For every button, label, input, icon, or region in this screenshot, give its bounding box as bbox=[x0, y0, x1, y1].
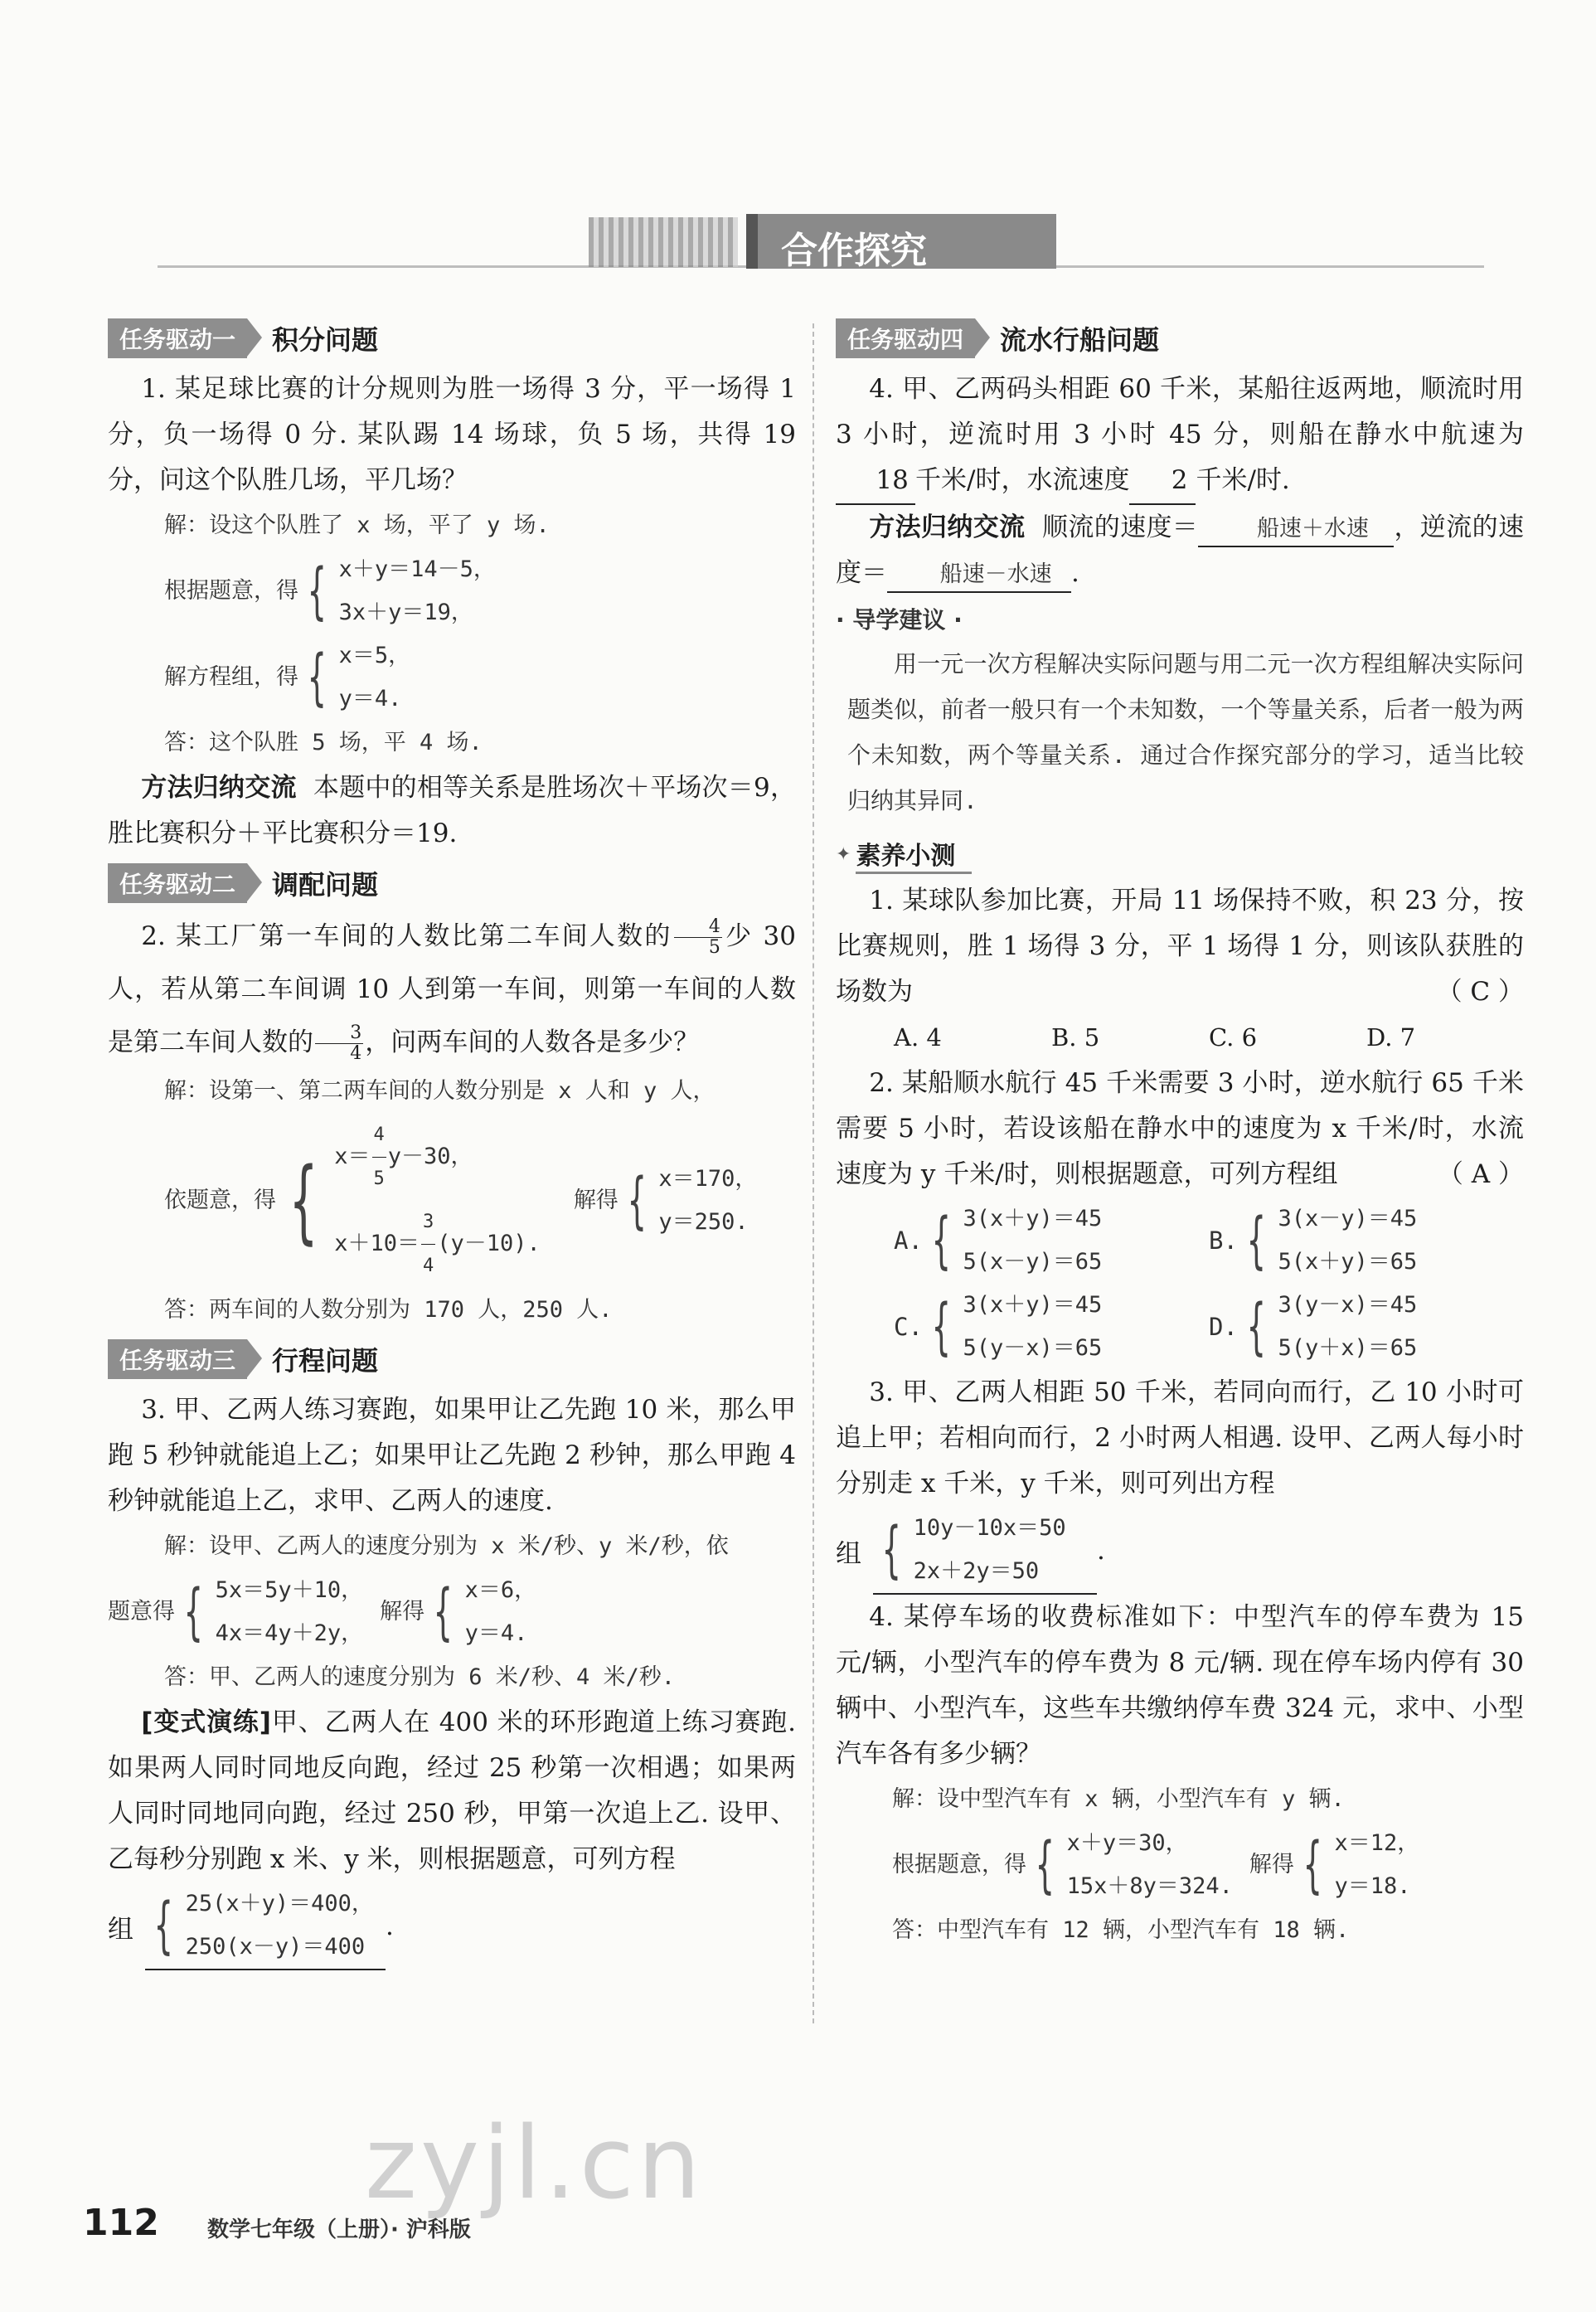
task3-res2: y＝4. bbox=[464, 1620, 528, 1646]
task3-variant-zu: 组 bbox=[108, 1914, 133, 1945]
quiz-q2 bbox=[836, 1061, 1524, 1197]
task3-variant-blank: { 25(x＋y)＝400， 250(x－y)＝400 bbox=[145, 1882, 386, 1970]
quiz-q4-result-system: { x＝12， y＝18. bbox=[1294, 1822, 1419, 1908]
quiz-q3-ans1: 10y－10x＝50 bbox=[913, 1515, 1066, 1541]
task2-sol-by: 依题意，得 bbox=[164, 1188, 276, 1213]
quiz-q2-option-b: B. { 3(x－y)＝45 5(x＋y)＝65 bbox=[1209, 1205, 1418, 1276]
quiz-label: 素养小测 bbox=[856, 835, 972, 874]
task4-after2: 千米/时. bbox=[1196, 465, 1290, 495]
task4-blank1: 18 bbox=[836, 458, 915, 505]
task2-problem-part2: 少 30 人，若从第二车间调 10 人到第一车间，则第一车间的人数是第二车间人数的 bbox=[108, 921, 796, 1057]
task3-equation-system: { 5x＝5y＋10， 4x＝4y＋2y， bbox=[175, 1569, 363, 1655]
task2-header bbox=[108, 860, 796, 906]
task4-method-c: . bbox=[1071, 558, 1079, 588]
quiz-q4-res2: y＝18. bbox=[1334, 1873, 1411, 1899]
book-title: 数学七年级（上册）· 沪科版 bbox=[207, 2217, 471, 2242]
quiz-q1 bbox=[836, 878, 1524, 1015]
task4-tag: 任务驱动四 bbox=[836, 318, 975, 358]
task2-sol-solve: 解得 bbox=[573, 1188, 619, 1213]
quiz-q1-option-c: C. 6 bbox=[1209, 1023, 1258, 1052]
task2-tag: 任务驱动二 bbox=[108, 863, 247, 903]
task2-result-system: { x＝170， y＝250. bbox=[619, 1158, 758, 1244]
quiz-q1-option-a: A. 4 bbox=[894, 1023, 942, 1052]
task3-header bbox=[108, 1336, 796, 1382]
quiz-q3-blank: { 10y－10x＝50 2x＋2y＝50 bbox=[873, 1507, 1097, 1595]
task2-fraction2-num: 3 bbox=[315, 1023, 363, 1044]
task3-variant-ans2: 250(x－y)＝400 bbox=[185, 1934, 366, 1960]
quiz-q2-option-a: A. { 3(x＋y)＝45 5(x－y)＝65 bbox=[894, 1205, 1103, 1276]
task3-res1: x＝6， bbox=[464, 1577, 537, 1603]
task1-res1: x＝5， bbox=[338, 643, 411, 668]
task1-problem: 1. 某足球比赛的计分规则为胜一场得 3 分，平一场得 1 分，负一场得 0 分. 某队踢 14 场球，负 5 场，共得 19 分，问这个队胜几场，平几场？ bbox=[108, 374, 796, 495]
quiz-q3-ans2: 2x＋2y＝50 bbox=[913, 1558, 1040, 1584]
quiz-q1-option-b: B. 5 bbox=[1051, 1023, 1100, 1052]
task1-tag: 任务驱动一 bbox=[108, 318, 247, 358]
task2-res1: x＝170， bbox=[658, 1166, 758, 1192]
task2-eq1: x＝ $\frac{4}{5}$ y－30， bbox=[334, 1114, 541, 1201]
guide-text: 用一元一次方程解决实际问题与用二元一次方程组解决实际问题类似，前者一般只有一个未知数，一个等量关系，后者一般为两个未知数，两个等量关系. 通过合作探究部分的学习，适当比较归纳其异同. bbox=[847, 650, 1524, 814]
quiz-q4-res1: x＝12， bbox=[1334, 1830, 1420, 1856]
task1-method-label: 方法归纳交流 bbox=[141, 773, 297, 803]
task3-variant-text: 甲、乙两人在 400 米的环形跑道上练习赛跑. 如果两人同时同地反向跑，经过 25 秒第一次相遇；如果两人同时同地同向跑，经过 250 秒，甲第一次追上乙. 设甲、乙每秒分别跑 x 米、y 米，则根据题意，可列方程 bbox=[108, 1707, 796, 1874]
task2-answer: 答：两车间的人数分别为 170 人，250 人. bbox=[164, 1297, 613, 1323]
task4-after1: 千米/时，水流速度 bbox=[915, 465, 1130, 495]
task4-blank3: 船速＋水速 bbox=[1198, 512, 1394, 547]
task1-method-text: 本题中的相等关系是胜场次＋平场次＝9，胜比赛积分＋平比赛积分＝19. bbox=[108, 773, 797, 848]
task2-res2: y＝250. bbox=[658, 1209, 749, 1235]
task4-method-label: 方法归纳交流 bbox=[869, 512, 1026, 542]
quiz-q2-answer: （ A ） bbox=[1437, 1159, 1524, 1189]
quiz-q4-answer: 答：中型汽车有 12 辆，小型汽车有 18 辆. bbox=[892, 1917, 1350, 1943]
quiz-q1-option-d: D. 7 bbox=[1366, 1023, 1416, 1052]
quiz-q2-option-c: C. { 3(x＋y)＝45 5(y－x)＝65 bbox=[894, 1291, 1103, 1362]
guide-label: · 导学建议 · bbox=[836, 606, 963, 634]
task1-eq2: 3x＋y＝19， bbox=[338, 600, 473, 625]
task3-variant bbox=[108, 1700, 796, 1882]
task1-result-system: { x＝5， y＝4. bbox=[298, 634, 410, 721]
task3-eq1: 5x＝5y＋10， bbox=[215, 1577, 364, 1603]
task3-result-system: { x＝6， y＝4. bbox=[424, 1569, 536, 1655]
quiz-q2-options bbox=[836, 1197, 1524, 1370]
task2-title: 调配问题 bbox=[272, 869, 379, 901]
task1-solution bbox=[108, 503, 796, 765]
quiz-q2-option-d: D. { 3(y－x)＝45 5(y＋x)＝65 bbox=[1209, 1291, 1418, 1362]
task1-sol-let: 解：设这个队胜了 x 场，平了 y 场. bbox=[164, 512, 550, 538]
quiz-q4-by: 根据题意，得 bbox=[892, 1852, 1026, 1877]
task3-answer: 答：甲、乙两人的速度分别为 6 米/秒、4 米/秒. bbox=[164, 1664, 676, 1690]
column-divider bbox=[813, 323, 814, 2023]
quiz-q4-eq1: x＋y＝30， bbox=[1066, 1830, 1188, 1856]
task3-title: 行程问题 bbox=[272, 1345, 379, 1377]
task4-problem-text: 4. 甲、乙两码头相距 60 千米，某船往返两地，顺流时用 3 小时，逆流时用 3 小时 45 分，则船在静水中航速为 bbox=[836, 374, 1524, 449]
quiz-header bbox=[836, 833, 1524, 875]
task2-eq2: x＋10＝ $\frac{3}{4}$ (y－10). bbox=[334, 1201, 541, 1288]
task3-problem: 3. 甲、乙两人练习赛跑，如果甲让乙先跑 10 米，那么甲跑 5 秒钟就能追上乙；如果甲让乙先跑 2 秒钟，那么甲跑 4 秒钟就能追上乙，求甲、乙两人的速度. bbox=[108, 1395, 796, 1516]
task1-title: 积分问题 bbox=[272, 324, 379, 356]
task4-method-b: ，逆流的速度＝ bbox=[836, 512, 1525, 588]
task2-fraction2-den: 4 bbox=[350, 1043, 362, 1064]
quiz-q4-solution bbox=[836, 1777, 1524, 1953]
task4-method-a: 顺流的速度＝ bbox=[1041, 512, 1199, 542]
task3-tag: 任务驱动三 bbox=[108, 1339, 247, 1379]
task2-problem-part3: ，问两车间的人数各是多少？ bbox=[365, 1027, 700, 1057]
quiz-q4: 4. 某停车场的收费标准如下：中型汽车的停车费为 15 元/辆，小型汽车的停车费为 8 元/辆. 现在停车场内停有 30 辆中、小型汽车，这些车共缴纳停车费 324 元，求中、小型汽车各有多少辆？ bbox=[836, 1602, 1524, 1769]
left-column bbox=[108, 315, 796, 1970]
task2-solution bbox=[108, 1069, 796, 1333]
task4-blank2: 2 bbox=[1129, 458, 1196, 505]
task3-eq2: 4x＝4y＋2y， bbox=[215, 1620, 364, 1646]
quiz-q3: 3. 甲、乙两人相距 50 千米，若同向而行，乙 10 小时可追上甲；若相向而行，2 小时两人相遇. 设甲、乙两人每小时分别走 x 千米，y 千米，则可列出方程 bbox=[836, 1377, 1524, 1498]
quiz-q1-answer: （ C ） bbox=[1436, 977, 1524, 1007]
quiz-q2-text: 2. 某船顺水航行 45 千米需要 3 小时，逆水航行 65 千米需要 5 小时，若设该船在静水中的速度为 x 千米/时，水流速度为 y 千米/时，则根据题意，可列方程组 bbox=[836, 1068, 1524, 1189]
watermark: zyjl.cn bbox=[365, 2106, 704, 2222]
page-number: 112 bbox=[83, 2202, 159, 2244]
quiz-q3-zu: 组 bbox=[836, 1538, 861, 1569]
section-title: 合作探究 bbox=[781, 230, 927, 272]
task2-problem bbox=[108, 910, 796, 1069]
task1-sol-by: 根据题意，得 bbox=[164, 578, 298, 604]
task3-variant-ans1: 25(x＋y)＝400， bbox=[185, 1891, 374, 1916]
task4-blank4: 船速－水速 bbox=[887, 558, 1071, 593]
quiz-q1-options bbox=[836, 1015, 1524, 1061]
task4-header bbox=[836, 315, 1524, 362]
task2-fraction2 bbox=[315, 1023, 363, 1064]
task4-problem bbox=[836, 367, 1524, 505]
task2-problem-part1: 2. 某工厂第一车间的人数比第二车间人数的 bbox=[141, 921, 672, 951]
task2-fraction1-num: 4 bbox=[674, 917, 722, 938]
guide-box bbox=[836, 600, 1524, 823]
task3-sol-solve: 解得 bbox=[380, 1599, 425, 1625]
task1-eq1: x＋y＝14－5， bbox=[338, 556, 496, 582]
task1-sol-solve: 解方程组，得 bbox=[164, 664, 298, 690]
task2-equation-system: { x＝ $\frac{4}{5}$ y－30， x＋10＝ $\frac{3}{4}$ (y－10). bbox=[276, 1114, 541, 1288]
task3-variant-answer: 组 { 25(x＋y)＝400， 250(x－y)＝400 . bbox=[108, 1882, 796, 1970]
quiz-q4-eq2: 15x＋8y＝324. bbox=[1066, 1873, 1233, 1899]
task3-sol-by: 题意得 bbox=[108, 1599, 175, 1625]
task3-variant-label: [变式演练] bbox=[141, 1707, 271, 1737]
task4-title: 流水行船问题 bbox=[1000, 324, 1160, 356]
task1-equation-system: { x＋y＝14－5， 3x＋y＝19， bbox=[298, 548, 496, 634]
quiz-q3-answer: 组 { 10y－10x＝50 2x＋2y＝50 . bbox=[836, 1507, 1524, 1595]
right-column bbox=[836, 315, 1524, 1953]
quiz-q4-solve: 解得 bbox=[1249, 1852, 1294, 1877]
task2-fraction1 bbox=[674, 917, 722, 958]
task1-header bbox=[108, 315, 796, 362]
task4-method bbox=[836, 505, 1524, 596]
task2-sol-let: 解：设第一、第二两车间的人数分别是 x 人和 y 人， bbox=[164, 1078, 716, 1104]
task1-answer: 答：这个队胜 5 场，平 4 场. bbox=[164, 730, 483, 755]
task2-fraction1-den: 5 bbox=[708, 937, 720, 958]
task3-sol-let: 解：设甲、乙两人的速度分别为 x 米/秒、y 米/秒，依 bbox=[164, 1533, 729, 1559]
quiz-q4-let: 解：设中型汽车有 x 辆，小型汽车有 y 辆. bbox=[892, 1786, 1345, 1812]
quiz-star-icon: ✦ bbox=[836, 843, 851, 865]
task1-method bbox=[108, 765, 796, 857]
banner-decoration bbox=[589, 217, 738, 267]
task1-res2: y＝4. bbox=[338, 686, 402, 712]
task3-solution bbox=[108, 1524, 796, 1700]
section-title-box bbox=[746, 214, 1056, 272]
quiz-q1-text: 1. 某球队参加比赛，开局 11 场保持不败，积 23 分，按比赛规则，胜 1 场得 3 分，平 1 场得 1 分，则该队获胜的场数为 bbox=[836, 886, 1524, 1007]
quiz-q4-equation-system: { x＋y＝30， 15x＋8y＝324. bbox=[1026, 1822, 1233, 1908]
